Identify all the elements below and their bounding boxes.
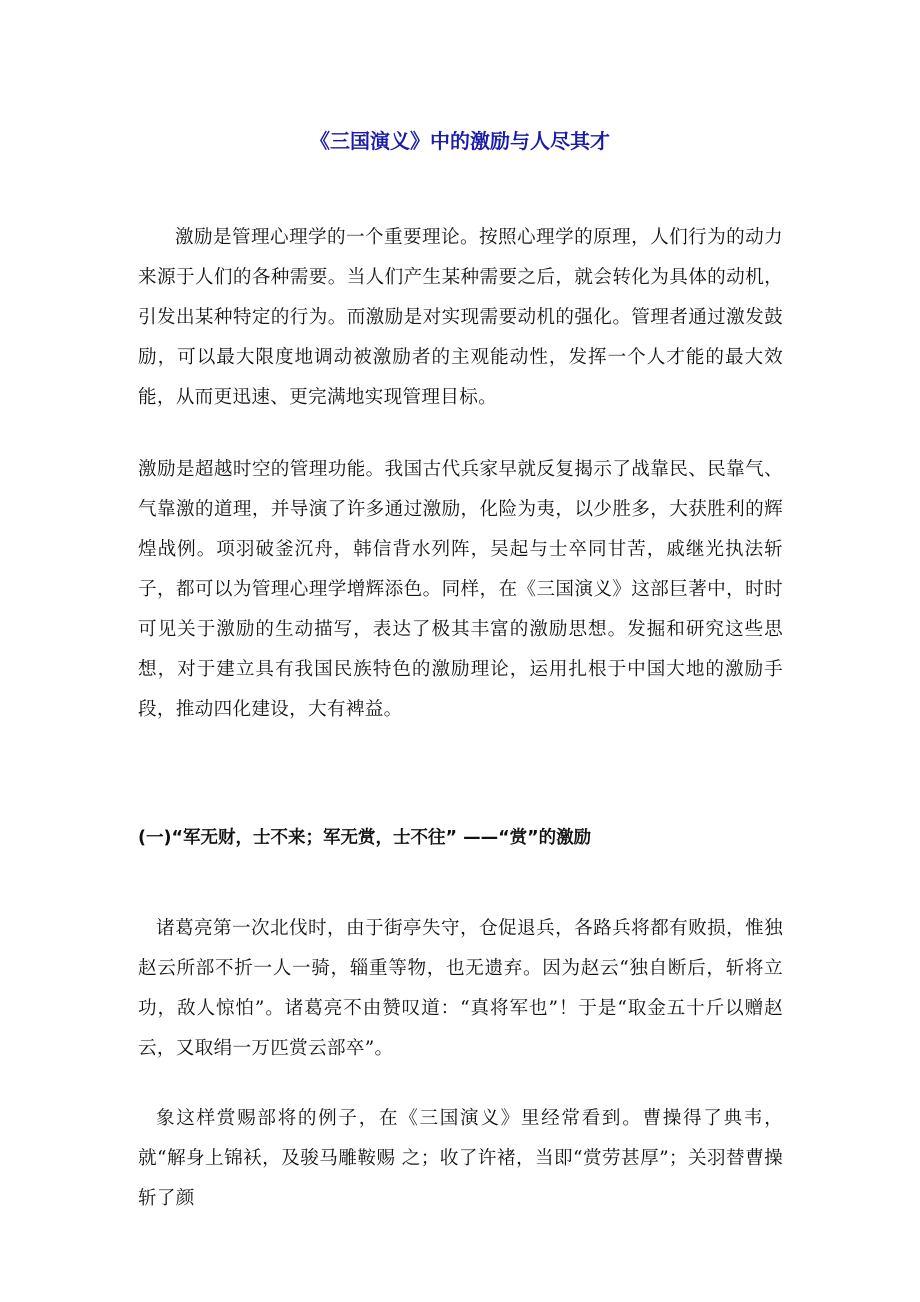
paragraph-motivation-theory: 激励是管理心理学的一个重要理论。按照心理学的原理，人们行为的动力来源于人们的各种需要。当人们产生某种需要之后，就会转化为具体的动机，引发出某种特定的行为。而激励是对实现需要动机的强化。管理者通过激发鼓励，可以最大限度地调动被激励者的主观能动性，发挥一个人才能的最大效能，从而更迅速、更完满地实现管理目标。	[138, 227, 783, 408]
paragraph-zhao-yun: 诸葛亮第一次北伐时，由于街亭失守，仓促退兵，各路兵将都有败损，惟独赵云所部不折一人一骑，辎重等物，也无遗弃。因为赵云“独自断后，斩将立功，敌人惊怕”。诸葛亮不由赞叹道：“真将军也”！于是“取金五十斤以赠赵云，又取绢一万匹赏云部卒”。	[138, 918, 783, 1059]
paragraph-cao-cao-rewards: 象这样赏赐部将的例子，在《三国演义》里经常看到。曹操得了典韦，就“解身上锦袄，及骏马雕鞍赐 之；收了许褚，当即“赏劳甚厚”；关羽替曹操斩了颜	[138, 1108, 783, 1209]
section-heading-reward: (一)“军无财，士不来；军无赏，士不往” ——“赏”的激励	[138, 828, 592, 848]
paragraph-motivation-history: 激励是超越时空的管理功能。我国古代兵家早就反复揭示了战靠民、民靠气、气靠激的道理，并导演了许多通过激励，化险为夷，以少胜多，大获胜利的辉煌战例。项羽破釜沉舟，韩信背水列阵，吴起与士卒同甘苦，戚继光执法斩子，都可以为管理心理学增辉添色。同样，在《三国演义》这部巨著中，时时可见关于激励的生动描写，表达了极其丰富的激励思想。发掘和研究这些思想，对于建立具有我国民族特色的激励理论，运用扎根于中国大地的激励手段，推动四化建设，大有裨益。	[138, 459, 783, 720]
document-title: 《三国演义》中的激励与人尽其才	[310, 129, 610, 153]
